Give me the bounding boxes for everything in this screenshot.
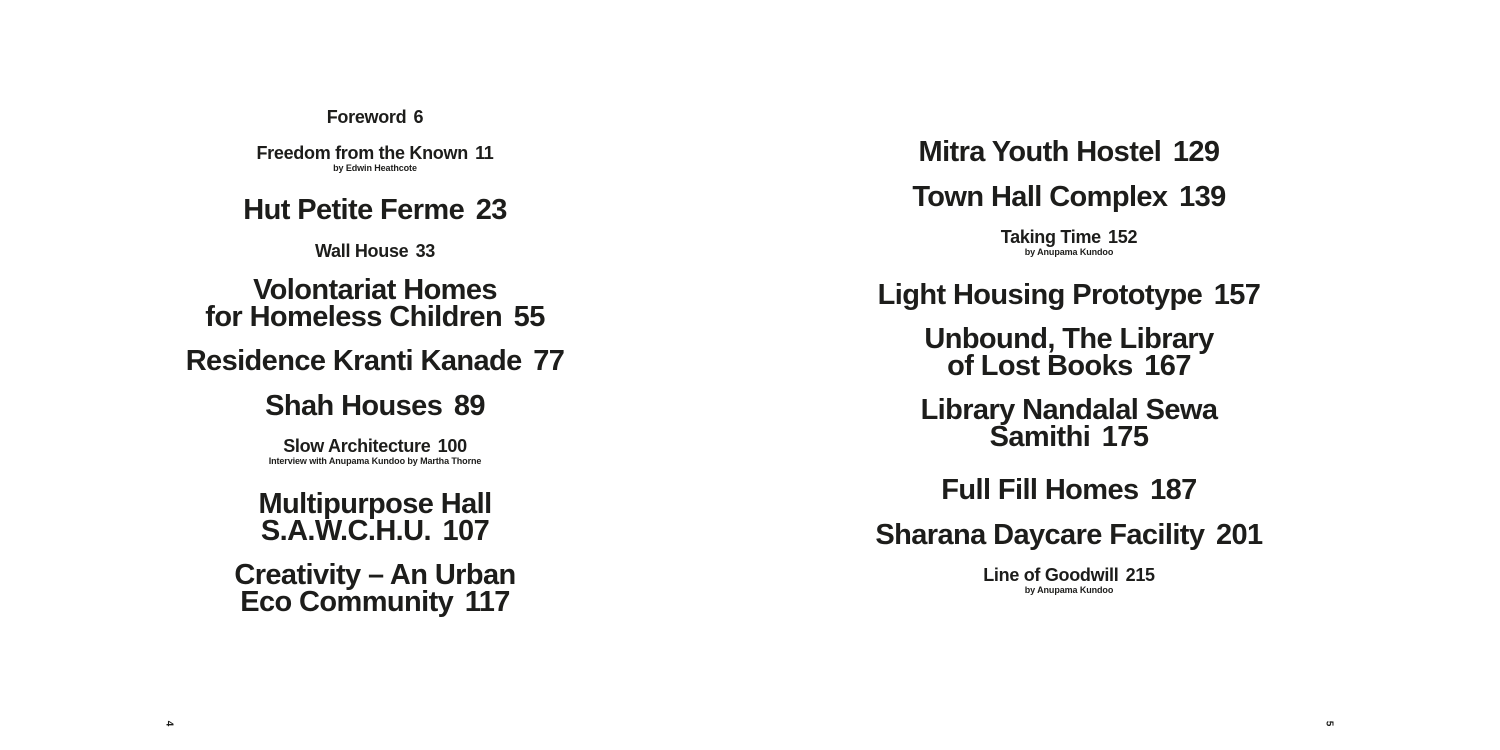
entry-title-line1: Volontariat Homes <box>253 274 497 306</box>
entry-page: 33 <box>415 241 435 261</box>
entry-title: Freedom from the Known <box>256 143 468 163</box>
toc-entry-unbound <box>694 323 1444 382</box>
entry-title-line1: Unbound, The Library <box>924 323 1214 355</box>
entry-byline: Interview with Anupama Kundoo by Martha Thorne <box>268 456 482 466</box>
entry-title-line2: for Homeless Children <box>205 301 503 333</box>
entry-page: 77 <box>533 345 565 377</box>
entry-title: Town Hall Complex <box>912 181 1168 213</box>
entry-title: Light Housing Prototype <box>877 279 1203 311</box>
toc-entry-residence-kranti <box>0 345 750 377</box>
entry-page: 23 <box>475 194 507 226</box>
toc-entry-line-of-goodwill <box>694 565 1444 596</box>
entry-title: Mitra Youth Hostel <box>918 136 1162 168</box>
entry-title-line1: Library Nandalal Sewa <box>920 394 1218 426</box>
entry-title: Line of Goodwill <box>983 565 1119 585</box>
entry-title-line1: Multipurpose Hall <box>258 488 492 520</box>
toc-entry-foreword <box>0 107 750 127</box>
entry-title: Sharana Daycare Facility <box>875 519 1205 551</box>
entry-title-line2: Samithi <box>989 421 1091 453</box>
entry-title: Residence Kranti Kanade <box>185 345 522 377</box>
toc-entry-creativity <box>0 559 750 618</box>
toc-entry-library-nandalal <box>694 394 1444 453</box>
toc-entry-shah-houses <box>0 390 750 422</box>
entry-page: 107 <box>442 515 490 547</box>
entry-page: 139 <box>1179 181 1226 213</box>
entry-title: Wall House <box>315 241 409 261</box>
entry-title: Full Fill Homes <box>941 474 1139 506</box>
entry-page: 167 <box>1144 350 1191 382</box>
entry-page: 6 <box>413 107 424 127</box>
entry-title: Foreword <box>326 107 407 127</box>
entry-title: Slow Architecture <box>283 436 431 456</box>
entry-title: Hut Petite Ferme <box>243 194 465 226</box>
toc-entry-volontariat <box>0 274 750 333</box>
entry-page: 187 <box>1150 474 1197 506</box>
page-number: 5 <box>1323 720 1335 727</box>
entry-title-line2: S.A.W.C.H.U. <box>260 515 431 547</box>
toc-entry-freedom <box>0 143 750 174</box>
entry-page: 129 <box>1172 136 1220 168</box>
entry-page: 89 <box>453 390 485 422</box>
toc-entry-light-housing <box>694 279 1444 311</box>
entry-page: 215 <box>1125 565 1155 585</box>
right-page <box>750 0 1500 750</box>
entry-byline: by Edwin Heathcote <box>333 163 417 173</box>
page-number: 4 <box>163 720 175 727</box>
toc-entry-multipurpose-hall <box>0 488 750 547</box>
toc-entry-slow-architecture <box>0 436 750 467</box>
toc-entry-hut-petite-ferme <box>0 194 750 226</box>
entry-page: 11 <box>475 143 494 163</box>
entry-page: 201 <box>1215 519 1263 551</box>
toc-entry-town-hall <box>694 181 1444 213</box>
toc-entry-taking-time <box>694 227 1444 258</box>
entry-page: 55 <box>513 301 545 333</box>
toc-entry-wall-house <box>0 241 750 261</box>
toc-entry-sharana <box>694 519 1444 551</box>
entry-page: 157 <box>1213 279 1261 311</box>
entry-title-line2: Eco Community <box>240 586 454 618</box>
entry-page: 117 <box>464 586 510 618</box>
entry-title-line1: Creativity – An Urban <box>234 559 516 591</box>
entry-title: Taking Time <box>1000 227 1101 247</box>
entry-title-line2: of Lost Books <box>947 350 1133 382</box>
entry-byline: by Anupama Kundoo <box>1024 247 1114 257</box>
entry-page: 152 <box>1108 227 1138 247</box>
entry-byline: by Anupama Kundoo <box>1024 585 1114 595</box>
entry-title: Shah Houses <box>265 390 443 422</box>
toc-entry-mitra <box>694 136 1444 168</box>
entry-page: 100 <box>437 436 467 456</box>
entry-page: 175 <box>1101 421 1149 453</box>
toc-entry-full-fill <box>694 474 1444 506</box>
